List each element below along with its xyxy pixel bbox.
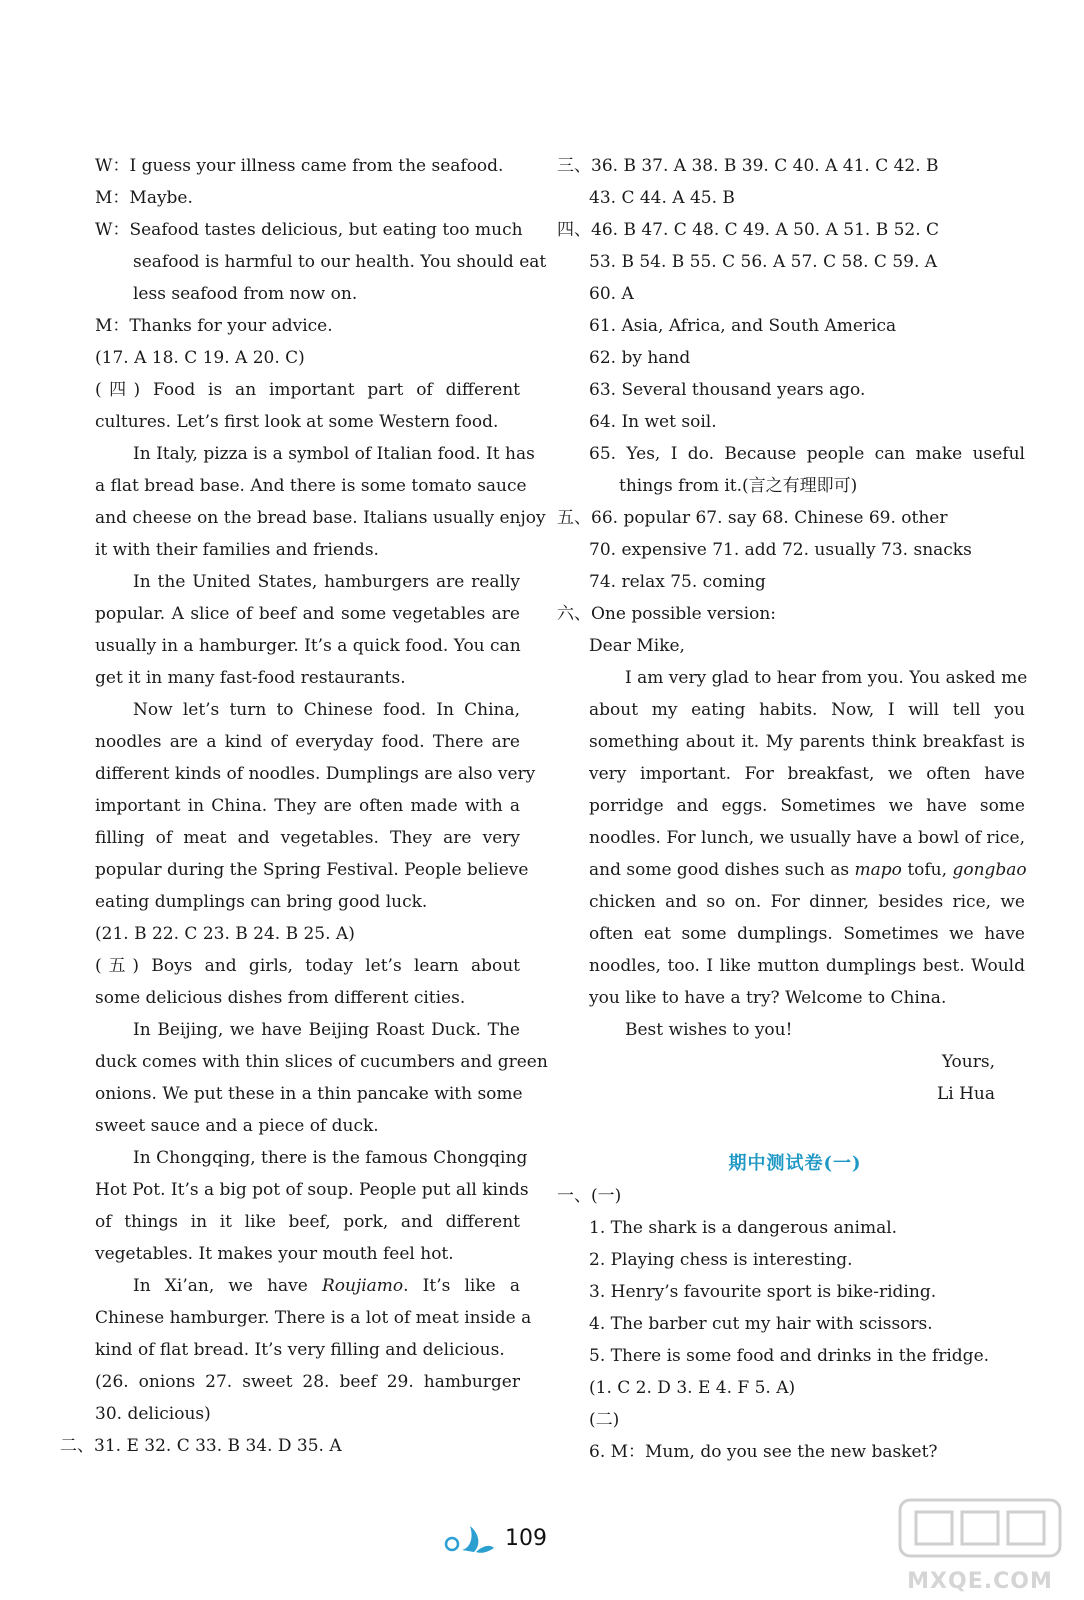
text-line: it with their families and friends. <box>95 540 379 560</box>
letter-line: Best wishes to you! <box>625 1020 793 1040</box>
text-run: and some good dishes such as <box>589 860 855 880</box>
letter-line: Li Hua <box>936 1084 995 1104</box>
text-line: cultures. Let’s first look at some Western food. <box>95 412 499 432</box>
text-line: (四) Food is an important part of different <box>95 380 520 400</box>
leaf-swirl-icon <box>440 1522 496 1561</box>
answer-line: 5. There is some food and drinks in the fridge. <box>589 1346 990 1366</box>
answer-line: 60. A <box>589 284 634 304</box>
answer-line: 4. The barber cut my hair with scissors. <box>589 1314 933 1334</box>
letter-line: very important. For breakfast, we often have <box>589 764 1025 784</box>
text-line: and cheese on the bread base. Italians usually enjoy <box>95 508 546 528</box>
answer-line: things from it.(言之有理即可) <box>619 476 858 496</box>
answer-line: (1. C 2. D 3. E 4. F 5. A) <box>589 1378 796 1398</box>
text-line: sweet sauce and a piece of duck. <box>95 1116 379 1136</box>
watermark-text: MXQE.COM <box>907 1569 1053 1594</box>
text-line: Chinese hamburger. There is a lot of meat inside a <box>95 1308 532 1328</box>
answer-line: 53. B 54. B 55. C 56. A 57. C 58. C 59. A <box>589 252 938 272</box>
text-line: usually in a hamburger. It’s a quick food. You can <box>95 636 521 656</box>
answer-line: 6. M：Mum, do you see the new basket? <box>589 1442 938 1462</box>
italic-term: mapo <box>854 860 902 880</box>
answer-line: 1. The shark is a dangerous animal. <box>589 1218 898 1238</box>
text-line: (五) Boys and girls, today let’s learn about <box>95 956 520 976</box>
text-line: In Italy, pizza is a symbol of Italian food. It has <box>133 444 535 464</box>
text-line: M：Maybe. <box>95 188 193 208</box>
text-line: kind of flat bread. It’s very filling and delicious. <box>95 1340 505 1360</box>
answer-line: 2. Playing chess is interesting. <box>589 1250 853 1270</box>
text-line: duck comes with thin slices of cucumbers and green <box>95 1052 548 1072</box>
text-line: important in China. They are often made with a <box>95 796 520 816</box>
text-line: popular during the Spring Festival. People believe <box>95 860 529 880</box>
text-line: In Chongqing, there is the famous Chongqing <box>133 1148 528 1168</box>
text-run: tofu, <box>901 860 953 880</box>
text-line: noodles are a kind of everyday food. There are <box>95 732 520 752</box>
italic-term: Roujiamo <box>321 1276 404 1296</box>
text-line: popular. A slice of beef and some vegetables are <box>95 604 520 624</box>
answer-line: 二、31. E 32. C 33. B 34. D 35. A <box>60 1436 342 1456</box>
text-line: Now let’s turn to Chinese food. In China, <box>133 700 520 720</box>
answer-line: 43. C 44. A 45. B <box>589 188 735 208</box>
text-line: W：Seafood tastes delicious, but eating too much <box>95 220 523 240</box>
answer-line: 五、66. popular 67. say 68. Chinese 69. other <box>557 508 948 528</box>
text-line: a flat bread base. And there is some tomato sauce <box>95 476 527 496</box>
italic-term: gongbao <box>952 860 1027 880</box>
letter-line: Yours, <box>941 1052 995 1072</box>
text-line: filling of meat and vegetables. They are very <box>95 828 520 848</box>
answer-line: (17. A 18. C 19. A 20. C) <box>95 348 305 368</box>
text-line: less seafood from now on. <box>133 284 358 304</box>
section-title: 期中测试卷(一) <box>728 1153 862 1174</box>
text-line: In Beijing, we have Beijing Roast Duck. The <box>133 1020 520 1040</box>
text-line <box>95 1270 520 1302</box>
left-column <box>60 150 548 1462</box>
text-run: In Xi’an, we have <box>133 1276 322 1296</box>
answer-line: (26. onions 27. sweet 28. beef 29. hamburger <box>95 1372 520 1392</box>
letter-line: noodles, too. I like mutton dumplings best. Would <box>589 956 1025 976</box>
page-number: 109 <box>505 1526 547 1551</box>
spacer <box>565 1110 1025 1148</box>
text-line: of things in it like beef, pork, and different <box>95 1212 520 1232</box>
answer-line: (21. B 22. C 23. B 24. B 25. A) <box>95 924 355 944</box>
answer-line: 64. In wet soil. <box>589 412 717 432</box>
watermark <box>880 1490 1080 1600</box>
letter-line: porridge and eggs. Sometimes we have some <box>589 796 1025 816</box>
text-line: get it in many fast-food restaurants. <box>95 668 406 688</box>
answer-line: 30. delicious) <box>95 1404 211 1424</box>
text-line: eating dumplings can bring good luck. <box>95 892 428 912</box>
text-line: some delicious dishes from different cities. <box>95 988 466 1008</box>
answer-line: 六、One possible version: <box>557 604 776 624</box>
answer-line: (二) <box>589 1410 620 1430</box>
letter-line: you like to have a try? Welcome to China. <box>589 988 947 1008</box>
letter-line: about my eating habits. Now, I will tell you <box>589 700 1025 720</box>
text-line: Hot Pot. It’s a big pot of soup. People put all kinds <box>95 1180 529 1200</box>
answer-line: 3. Henry’s favourite sport is bike-riding. <box>589 1282 937 1302</box>
answer-line: 三、36. B 37. A 38. B 39. C 40. A 41. C 42. B <box>557 156 939 176</box>
letter-line: I am very glad to hear from you. You asked me <box>625 668 1028 688</box>
letter-line <box>565 854 1025 886</box>
letter-line: chicken and so on. For dinner, besides rice, we <box>589 892 1025 912</box>
text-line: different kinds of noodles. Dumplings are also very <box>95 764 536 784</box>
answer-line: 65. Yes, I do. Because people can make useful <box>589 444 1025 464</box>
answer-line: 62. by hand <box>589 348 691 368</box>
letter-line: something about it. My parents think breakfast is <box>589 732 1025 752</box>
answer-line: 61. Asia, Africa, and South America <box>589 316 897 336</box>
answer-line: 70. expensive 71. add 72. usually 73. snacks <box>589 540 972 560</box>
answer-line: 74. relax 75. coming <box>589 572 766 592</box>
text-run: . It’s like a <box>403 1276 520 1296</box>
text-line: seafood is harmful to our health. You should eat <box>133 252 547 272</box>
text-line: vegetables. It makes your mouth feel hot. <box>95 1244 454 1264</box>
letter-line: noodles. For lunch, we usually have a bowl of rice, <box>589 828 1025 848</box>
answer-line: 一、(一) <box>557 1186 622 1206</box>
text-line: onions. We put these in a thin pancake with some <box>95 1084 523 1104</box>
text-line: W：I guess your illness came from the seafood. <box>95 156 504 176</box>
letter-line: Dear Mike, <box>589 636 685 656</box>
answer-line: 四、46. B 47. C 48. C 49. A 50. A 51. B 52. C <box>557 220 940 240</box>
text-line: In the United States, hamburgers are really <box>133 572 520 592</box>
text-line: M：Thanks for your advice. <box>95 316 333 336</box>
right-column <box>557 150 1028 1468</box>
answer-line: 63. Several thousand years ago. <box>589 380 866 400</box>
letter-line: often eat some dumplings. Sometimes we have <box>589 924 1025 944</box>
